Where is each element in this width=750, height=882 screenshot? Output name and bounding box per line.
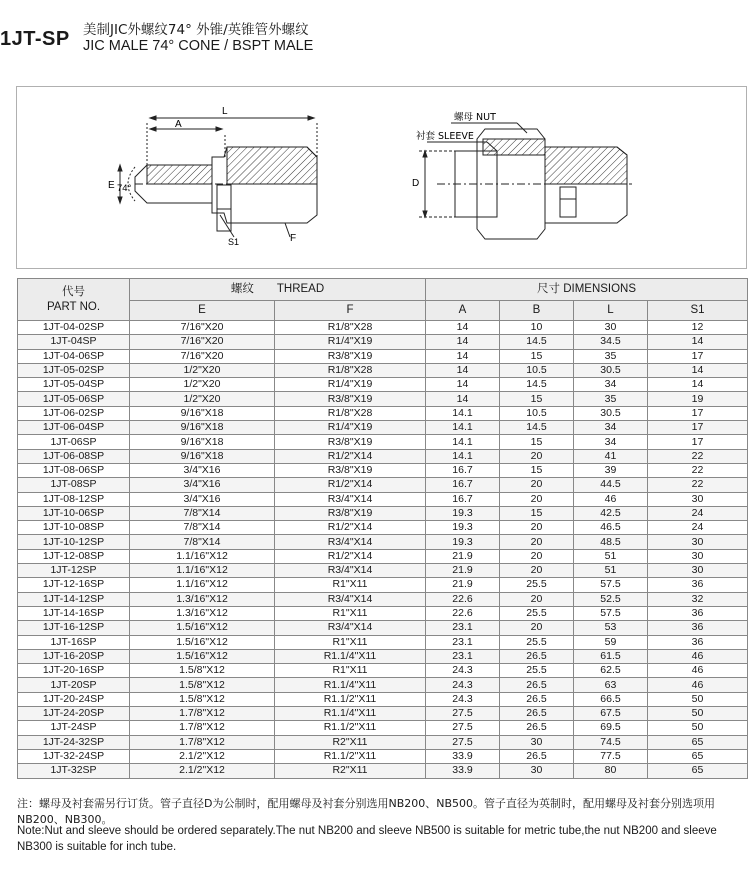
cell-thread-f: R1/2"X14 (275, 478, 426, 492)
cell-dim-s1: 30 (648, 492, 748, 506)
cell-thread-e: 7/8"X14 (130, 506, 275, 520)
cell-dim-s1: 22 (648, 449, 748, 463)
cell-dim-l: 34 (574, 421, 648, 435)
cell-dim-a: 14.1 (426, 449, 500, 463)
table-row (18, 764, 748, 778)
cell-thread-f: R3/4"X14 (275, 535, 426, 549)
cell-dim-s1: 36 (648, 606, 748, 620)
cell-dim-a: 23.1 (426, 635, 500, 649)
cell-dim-a: 19.3 (426, 506, 500, 520)
cell-dim-a: 16.7 (426, 478, 500, 492)
cell-dim-a: 24.3 (426, 664, 500, 678)
cell-part-no: 1JT-08-06SP (18, 463, 130, 477)
cell-dim-s1: 14 (648, 378, 748, 392)
cell-thread-f: R1"X11 (275, 606, 426, 620)
cell-thread-f: R1/2"X14 (275, 449, 426, 463)
cell-dim-b: 26.5 (500, 749, 574, 763)
cell-dim-b: 20 (500, 478, 574, 492)
cell-dim-a: 24.3 (426, 678, 500, 692)
sleeve-label: 衬套 SLEEVE (416, 131, 474, 142)
cell-thread-f: R1.1/4"X11 (275, 707, 426, 721)
table-row (18, 621, 748, 635)
cell-dim-s1: 46 (648, 649, 748, 663)
cell-part-no: 1JT-16-12SP (18, 621, 130, 635)
cell-part-no: 1JT-20-24SP (18, 692, 130, 706)
table-row (18, 564, 748, 578)
dimension-table (17, 278, 748, 779)
cell-dim-s1: 36 (648, 635, 748, 649)
dim-label-A: A (175, 119, 182, 130)
cell-dim-l: 44.5 (574, 478, 648, 492)
cell-dim-b: 30 (500, 735, 574, 749)
cell-dim-s1: 30 (648, 535, 748, 549)
table-row (18, 635, 748, 649)
cell-part-no: 1JT-06SP (18, 435, 130, 449)
cell-dim-s1: 12 (648, 321, 748, 335)
cell-dim-l: 48.5 (574, 535, 648, 549)
header-part-no-cn: 代号 (62, 285, 85, 298)
cell-dim-a: 33.9 (426, 749, 500, 763)
cell-dim-s1: 14 (648, 335, 748, 349)
cell-thread-f: R1.1/2"X11 (275, 749, 426, 763)
cell-part-no: 1JT-12SP (18, 564, 130, 578)
title-english: JIC MALE 74° CONE / BSPT MALE (83, 38, 314, 54)
table-row (18, 592, 748, 606)
cell-dim-s1: 65 (648, 764, 748, 778)
cell-dim-b: 20 (500, 564, 574, 578)
cell-thread-f: R2"X11 (275, 735, 426, 749)
cell-dim-b: 15 (500, 392, 574, 406)
table-row (18, 664, 748, 678)
cell-dim-b: 20 (500, 621, 574, 635)
cell-thread-e: 7/8"X14 (130, 535, 275, 549)
cell-dim-s1: 32 (648, 592, 748, 606)
cell-thread-e: 1.7/8"X12 (130, 721, 275, 735)
cell-part-no: 1JT-24-20SP (18, 707, 130, 721)
header-col-s1: S1 (648, 301, 748, 321)
cell-dim-s1: 22 (648, 463, 748, 477)
cell-dim-l: 80 (574, 764, 648, 778)
table-row (18, 421, 748, 435)
cell-dim-l: 34 (574, 435, 648, 449)
cell-thread-e: 1.5/16"X12 (130, 621, 275, 635)
cell-dim-l: 57.5 (574, 606, 648, 620)
table-row (18, 678, 748, 692)
cell-thread-e: 3/4"X16 (130, 478, 275, 492)
dim-label-L: L (222, 106, 228, 117)
table-row (18, 549, 748, 563)
cell-thread-e: 7/16"X20 (130, 349, 275, 363)
table-row (18, 749, 748, 763)
cell-thread-f: R3/4"X14 (275, 564, 426, 578)
table-row (18, 435, 748, 449)
cell-dim-s1: 50 (648, 692, 748, 706)
cell-thread-e: 7/16"X20 (130, 335, 275, 349)
cell-dim-l: 30 (574, 321, 648, 335)
cell-thread-f: R3/4"X14 (275, 592, 426, 606)
cell-thread-f: R1.1/4"X11 (275, 649, 426, 663)
cell-thread-f: R1/8"X28 (275, 363, 426, 377)
cell-thread-f: R1/8"X28 (275, 406, 426, 420)
cell-dim-l: 51 (574, 549, 648, 563)
cell-dim-l: 59 (574, 635, 648, 649)
cell-dim-b: 20 (500, 535, 574, 549)
cell-thread-f: R1/2"X14 (275, 549, 426, 563)
cell-dim-s1: 46 (648, 678, 748, 692)
cell-thread-f: R1/4"X19 (275, 421, 426, 435)
cell-thread-f: R1"X11 (275, 664, 426, 678)
cell-dim-b: 26.5 (500, 707, 574, 721)
header-col-a: A (426, 301, 500, 321)
cell-dim-a: 27.5 (426, 735, 500, 749)
cell-part-no: 1JT-10-08SP (18, 521, 130, 535)
cell-dim-b: 10 (500, 321, 574, 335)
cell-part-no: 1JT-24-32SP (18, 735, 130, 749)
cell-thread-e: 1.1/16"X12 (130, 564, 275, 578)
note-chinese: 注：螺母及衬套需另行订货。管子直径D为公制时，配用螺母及衬套分别选用NB200、NB500。管子直径为英制时，配用螺母及衬套分别选项用NB200、NB300。 (17, 797, 716, 826)
cell-thread-e: 1.1/16"X12 (130, 578, 275, 592)
header-part-no (18, 279, 130, 321)
cell-thread-f: R1.1/2"X11 (275, 692, 426, 706)
cell-part-no: 1JT-20-16SP (18, 664, 130, 678)
cell-part-no: 1JT-16SP (18, 635, 130, 649)
cell-dim-l: 74.5 (574, 735, 648, 749)
table-row (18, 535, 748, 549)
cell-dim-s1: 17 (648, 421, 748, 435)
header-col-b: B (500, 301, 574, 321)
cell-part-no: 1JT-32SP (18, 764, 130, 778)
cell-thread-e: 1/2"X20 (130, 363, 275, 377)
cell-dim-b: 20 (500, 592, 574, 606)
cell-thread-e: 1.5/8"X12 (130, 678, 275, 692)
cell-part-no: 1JT-14-16SP (18, 606, 130, 620)
dim-label-S1: S1 (228, 237, 240, 247)
cell-dim-b: 15 (500, 506, 574, 520)
cell-dim-b: 25.5 (500, 635, 574, 649)
table-row (18, 521, 748, 535)
cell-dim-a: 24.3 (426, 692, 500, 706)
cell-dim-a: 16.7 (426, 463, 500, 477)
table-row (18, 721, 748, 735)
cell-thread-e: 1/2"X20 (130, 378, 275, 392)
cell-dim-a: 19.3 (426, 535, 500, 549)
cell-dim-l: 39 (574, 463, 648, 477)
cell-thread-e: 1.3/16"X12 (130, 592, 275, 606)
header-dimensions-group: 尺寸 DIMENSIONS (426, 279, 748, 301)
cell-dim-l: 34 (574, 378, 648, 392)
cell-dim-l: 34.5 (574, 335, 648, 349)
cell-dim-l: 62.5 (574, 664, 648, 678)
cell-dim-l: 42.5 (574, 506, 648, 520)
cell-dim-l: 52.5 (574, 592, 648, 606)
cell-dim-s1: 65 (648, 749, 748, 763)
fitting-drawing-svg (17, 87, 746, 268)
cell-thread-e: 1.7/8"X12 (130, 707, 275, 721)
cell-dim-b: 25.5 (500, 606, 574, 620)
cell-thread-e: 9/16"X18 (130, 406, 275, 420)
table-row (18, 478, 748, 492)
table-row (18, 349, 748, 363)
table-row (18, 406, 748, 420)
cell-dim-b: 14.5 (500, 421, 574, 435)
cell-dim-l: 46 (574, 492, 648, 506)
table-row (18, 363, 748, 377)
cell-part-no: 1JT-06-02SP (18, 406, 130, 420)
cell-dim-b: 25.5 (500, 664, 574, 678)
cell-part-no: 1JT-12-16SP (18, 578, 130, 592)
cell-dim-l: 35 (574, 392, 648, 406)
cell-thread-f: R3/8"X19 (275, 506, 426, 520)
table-row (18, 449, 748, 463)
cell-part-no: 1JT-08-12SP (18, 492, 130, 506)
cell-dim-l: 35 (574, 349, 648, 363)
cell-dim-a: 14 (426, 321, 500, 335)
cell-dim-s1: 36 (648, 621, 748, 635)
nut-label: 螺母 NUT (454, 112, 496, 123)
cell-thread-f: R1/4"X19 (275, 335, 426, 349)
table-row (18, 735, 748, 749)
cell-thread-f: R1"X11 (275, 635, 426, 649)
cell-thread-e: 1/2"X20 (130, 392, 275, 406)
header-col-l: L (574, 301, 648, 321)
cell-dim-b: 14.5 (500, 335, 574, 349)
header-thread-group: 螺纹 THREAD (130, 279, 426, 301)
cell-dim-b: 14.5 (500, 378, 574, 392)
cell-part-no: 1JT-12-08SP (18, 549, 130, 563)
cell-part-no: 1JT-10-12SP (18, 535, 130, 549)
cell-part-no: 1JT-06-04SP (18, 421, 130, 435)
cell-dim-a: 21.9 (426, 549, 500, 563)
cell-thread-e: 1.1/16"X12 (130, 549, 275, 563)
cell-dim-a: 22.6 (426, 592, 500, 606)
cell-dim-l: 41 (574, 449, 648, 463)
cell-thread-e: 1.5/16"X12 (130, 649, 275, 663)
cell-thread-e: 2.1/2"X12 (130, 764, 275, 778)
cell-dim-a: 33.9 (426, 764, 500, 778)
cell-part-no: 1JT-16-20SP (18, 649, 130, 663)
fitting-outline (118, 116, 317, 237)
table-row (18, 335, 748, 349)
cell-dim-a: 14.1 (426, 421, 500, 435)
table-row (18, 392, 748, 406)
cell-thread-e: 1.5/8"X12 (130, 692, 275, 706)
cell-dim-s1: 46 (648, 664, 748, 678)
table-row (18, 649, 748, 663)
cell-thread-f: R1/4"X19 (275, 378, 426, 392)
cell-thread-e: 9/16"X18 (130, 435, 275, 449)
cell-dim-a: 27.5 (426, 707, 500, 721)
cell-dim-b: 20 (500, 521, 574, 535)
cell-dim-s1: 36 (648, 578, 748, 592)
cell-part-no: 1JT-06-08SP (18, 449, 130, 463)
table-row (18, 692, 748, 706)
cell-thread-e: 9/16"X18 (130, 421, 275, 435)
technical-drawing (16, 86, 747, 269)
cell-dim-b: 20 (500, 549, 574, 563)
cell-dim-a: 14.1 (426, 406, 500, 420)
cell-dim-l: 57.5 (574, 578, 648, 592)
product-code: 1JT-SP (0, 28, 70, 50)
cell-thread-f: R1.1/2"X11 (275, 721, 426, 735)
note-english: Note:Nut and sleeve should be ordered separately.The nut NB200 and sleeve NB500 is suitable for metric tube,the nut NB200 and sleeve NB300 is suitable for inch tube. (17, 825, 717, 853)
cell-dim-a: 21.9 (426, 578, 500, 592)
cell-thread-e: 2.1/2"X12 (130, 749, 275, 763)
cell-part-no: 1JT-05-06SP (18, 392, 130, 406)
cell-dim-l: 77.5 (574, 749, 648, 763)
cell-thread-f: R3/8"X19 (275, 435, 426, 449)
cell-thread-f: R1/2"X14 (275, 521, 426, 535)
cell-thread-e: 1.5/8"X12 (130, 664, 275, 678)
dim-label-D: D (412, 178, 420, 189)
cell-part-no: 1JT-08SP (18, 478, 130, 492)
cell-dim-a: 27.5 (426, 721, 500, 735)
table-row (18, 506, 748, 520)
cell-dim-s1: 19 (648, 392, 748, 406)
cell-dim-b: 10.5 (500, 406, 574, 420)
cell-thread-f: R1.1/4"X11 (275, 678, 426, 692)
cell-dim-b: 26.5 (500, 692, 574, 706)
table-body (18, 321, 748, 779)
cell-dim-s1: 17 (648, 435, 748, 449)
cone-angle-label: 74° (117, 183, 132, 194)
table-row (18, 578, 748, 592)
cell-part-no: 1JT-10-06SP (18, 506, 130, 520)
page-header (0, 0, 750, 62)
cell-dim-s1: 50 (648, 707, 748, 721)
cell-thread-e: 7/8"X14 (130, 521, 275, 535)
cell-dim-s1: 24 (648, 521, 748, 535)
cell-part-no: 1JT-05-02SP (18, 363, 130, 377)
cell-dim-b: 15 (500, 349, 574, 363)
cell-dim-l: 46.5 (574, 521, 648, 535)
header-part-no-en: PART NO. (46, 300, 101, 313)
cell-thread-f: R1"X11 (275, 578, 426, 592)
dim-label-E: E (108, 180, 115, 191)
cell-thread-f: R3/8"X19 (275, 463, 426, 477)
header-col-e: E (130, 301, 275, 321)
cell-dim-a: 22.6 (426, 606, 500, 620)
cell-thread-f: R3/8"X19 (275, 349, 426, 363)
cell-dim-l: 30.5 (574, 406, 648, 420)
cell-dim-b: 26.5 (500, 649, 574, 663)
cell-part-no: 1JT-05-04SP (18, 378, 130, 392)
cell-dim-b: 10.5 (500, 363, 574, 377)
cell-dim-b: 30 (500, 764, 574, 778)
cell-dim-a: 14 (426, 349, 500, 363)
cell-dim-b: 15 (500, 463, 574, 477)
cell-thread-e: 3/4"X16 (130, 492, 275, 506)
cell-dim-s1: 65 (648, 735, 748, 749)
cell-dim-a: 23.1 (426, 621, 500, 635)
cell-dim-s1: 30 (648, 549, 748, 563)
cell-dim-a: 21.9 (426, 564, 500, 578)
cell-dim-b: 20 (500, 449, 574, 463)
cell-part-no: 1JT-04-06SP (18, 349, 130, 363)
cell-part-no: 1JT-32-24SP (18, 749, 130, 763)
cell-part-no: 1JT-14-12SP (18, 592, 130, 606)
cell-thread-f: R3/4"X14 (275, 492, 426, 506)
cell-dim-b: 15 (500, 435, 574, 449)
cell-dim-l: 53 (574, 621, 648, 635)
cell-part-no: 1JT-20SP (18, 678, 130, 692)
cell-dim-l: 67.5 (574, 707, 648, 721)
cell-dim-a: 16.7 (426, 492, 500, 506)
cell-dim-a: 19.3 (426, 521, 500, 535)
cell-part-no: 1JT-24SP (18, 721, 130, 735)
cell-part-no: 1JT-04-02SP (18, 321, 130, 335)
table-row (18, 378, 748, 392)
cell-dim-l: 66.5 (574, 692, 648, 706)
cell-dim-b: 26.5 (500, 678, 574, 692)
cell-dim-l: 51 (574, 564, 648, 578)
cell-dim-l: 63 (574, 678, 648, 692)
cell-dim-a: 14.1 (426, 435, 500, 449)
cell-dim-s1: 17 (648, 349, 748, 363)
cell-dim-s1: 17 (648, 406, 748, 420)
cell-dim-l: 69.5 (574, 721, 648, 735)
cell-part-no: 1JT-04SP (18, 335, 130, 349)
cell-thread-f: R1/8"X28 (275, 321, 426, 335)
cell-dim-b: 25.5 (500, 578, 574, 592)
cell-dim-a: 23.1 (426, 649, 500, 663)
table-row (18, 606, 748, 620)
cell-thread-f: R3/4"X14 (275, 621, 426, 635)
table-row (18, 463, 748, 477)
cell-thread-e: 7/16"X20 (130, 321, 275, 335)
cell-dim-l: 61.5 (574, 649, 648, 663)
table-row (18, 707, 748, 721)
cell-dim-a: 14 (426, 363, 500, 377)
cell-dim-s1: 30 (648, 564, 748, 578)
cell-thread-e: 1.7/8"X12 (130, 735, 275, 749)
cell-dim-b: 26.5 (500, 721, 574, 735)
cell-dim-s1: 50 (648, 721, 748, 735)
table-row (18, 492, 748, 506)
cell-dim-s1: 22 (648, 478, 748, 492)
cell-thread-f: R2"X11 (275, 764, 426, 778)
cell-dim-a: 14 (426, 392, 500, 406)
dim-label-F: F (290, 233, 297, 244)
cell-dim-s1: 14 (648, 363, 748, 377)
cell-thread-e: 1.3/16"X12 (130, 606, 275, 620)
title-chinese: 美制JIC外螺纹74° 外锥/英锥管外螺纹 (83, 22, 309, 38)
table-row (18, 321, 748, 335)
cell-thread-e: 3/4"X16 (130, 463, 275, 477)
cell-dim-a: 14 (426, 335, 500, 349)
cell-dim-l: 30.5 (574, 363, 648, 377)
cell-thread-e: 9/16"X18 (130, 449, 275, 463)
cell-thread-f: R3/8"X19 (275, 392, 426, 406)
cell-dim-a: 14 (426, 378, 500, 392)
cell-dim-s1: 24 (648, 506, 748, 520)
cell-dim-b: 20 (500, 492, 574, 506)
cell-thread-e: 1.5/16"X12 (130, 635, 275, 649)
header-col-f: F (275, 301, 426, 321)
